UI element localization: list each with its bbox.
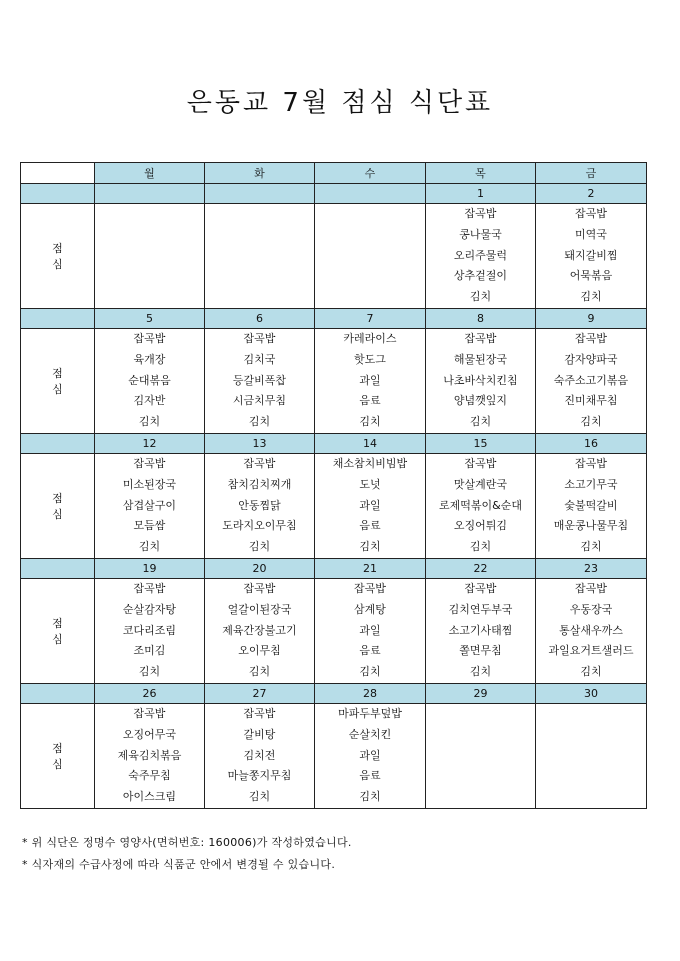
date-cell: 26 (95, 684, 205, 704)
menu-item: 잡곡밥 (243, 707, 276, 720)
date-row-label-cell (21, 684, 95, 704)
menu-item: 제육간장불고기 (222, 623, 297, 637)
weekday-header: 수 (315, 163, 426, 184)
menu-item: 잡곡밥 (575, 582, 607, 595)
menu-item: 나초바삭치킨침 (443, 373, 518, 387)
menu-item: 김치 (248, 415, 271, 429)
menu-item: 통살새우까스 (559, 623, 623, 637)
menu-item: 미역국 (575, 227, 607, 241)
menu-item: 미소된장국 (122, 477, 177, 491)
meal-label: 점 심 (21, 204, 95, 309)
menu-item: 음료 (359, 394, 381, 408)
menu-item: 소고기무국 (564, 477, 618, 491)
date-cell: 19 (95, 559, 205, 579)
menu-item: 쫄면무침 (459, 644, 502, 658)
footnotes (22, 832, 352, 876)
menu-item: 김치 (248, 790, 271, 804)
menu-item: 잡곡밥 (575, 457, 607, 470)
menu-item: 잡곡밥 (575, 332, 607, 345)
menu-item: 김치 (248, 540, 271, 554)
meal-row (21, 329, 647, 434)
menu-item-list (536, 579, 646, 683)
menu-item: 상추겉절이 (453, 269, 508, 283)
menu-item-list (426, 704, 535, 808)
menu-cell (536, 579, 647, 684)
menu-cell (95, 579, 205, 684)
menu-item: 김치 (138, 540, 161, 554)
menu-item-list (315, 204, 425, 308)
menu-item: 육개장 (133, 352, 166, 366)
menu-item: 김치 (469, 415, 492, 429)
menu-item: 삼겹살구이 (122, 498, 177, 512)
menu-item: 아이스크림 (122, 790, 177, 804)
menu-item: 카레라이스 (343, 332, 397, 345)
menu-item: 순대볶음 (128, 373, 171, 387)
menu-item: 순살치킨 (348, 727, 392, 741)
menu-cell (536, 329, 647, 434)
lunch-menu-table (20, 162, 647, 809)
date-cell (205, 184, 315, 204)
menu-cell (426, 454, 536, 559)
menu-item: 잡곡밥 (464, 207, 497, 220)
menu-cell (315, 329, 426, 434)
date-row-label-cell (21, 559, 95, 579)
date-row (21, 559, 647, 579)
menu-item: 김치 (359, 540, 381, 554)
menu-item: 콩나물국 (459, 227, 502, 241)
menu-item: 잡곡밥 (133, 457, 166, 470)
date-cell: 15 (426, 434, 536, 454)
menu-item: 김치 (359, 665, 381, 679)
date-cell: 20 (205, 559, 315, 579)
menu-item: 오징어튀김 (453, 519, 508, 533)
date-row-label-cell (21, 184, 95, 204)
menu-item: 김치 (469, 290, 492, 304)
footnote: * 위 식단은 정명수 영양사(면허번호: 160006)가 작성하였습니다. (22, 836, 352, 849)
menu-item: 잡곡밥 (243, 582, 276, 595)
menu-cell (426, 329, 536, 434)
weekday-header: 화 (205, 163, 315, 184)
menu-item: 김치국 (243, 352, 276, 366)
menu-item-list (315, 579, 425, 683)
menu-item: 김치 (359, 790, 381, 804)
menu-item-list (95, 704, 204, 808)
menu-item: 잡곡밥 (133, 707, 166, 720)
menu-cell (315, 204, 426, 309)
date-row (21, 184, 647, 204)
menu-item: 오리주물럭 (453, 248, 508, 262)
menu-item: 잡곡밥 (133, 582, 166, 595)
menu-item: 도넛 (359, 477, 381, 491)
menu-item-list (426, 454, 535, 558)
menu-cell (205, 329, 315, 434)
menu-item: 시금치무침 (232, 394, 287, 408)
menu-item: 순살감자탕 (122, 602, 177, 616)
menu-item: 잡곡밥 (575, 207, 607, 220)
date-cell: 21 (315, 559, 426, 579)
date-cell (95, 184, 205, 204)
menu-item: 잡곡밥 (464, 332, 497, 345)
menu-item: 숯불떡갈비 (564, 498, 618, 512)
menu-item: 진미채무침 (564, 394, 618, 408)
page-title: 은동교 7월 점심 식단표 (186, 88, 494, 118)
meal-row (21, 204, 647, 309)
meal-label: 점 심 (21, 704, 95, 809)
menu-item: 도라지오이무침 (222, 519, 297, 533)
menu-cell (315, 579, 426, 684)
weekday-header: 목 (426, 163, 536, 184)
menu-cell (315, 454, 426, 559)
menu-item: 마늘쫑지무침 (227, 769, 292, 783)
menu-item: 김치 (580, 290, 602, 304)
menu-item: 김치 (580, 540, 602, 554)
menu-item-list (205, 454, 314, 558)
date-cell: 1 (426, 184, 536, 204)
menu-cell (315, 704, 426, 809)
menu-item-list (426, 579, 535, 683)
menu-cell (426, 579, 536, 684)
meal-row (21, 454, 647, 559)
menu-cell (536, 204, 647, 309)
meal-row (21, 704, 647, 809)
menu-item-list (315, 704, 425, 808)
menu-item: 안동찜닭 (238, 498, 281, 512)
menu-item: 김치 (580, 665, 602, 679)
menu-item: 음료 (359, 519, 381, 533)
menu-item: 제육김치볶음 (117, 748, 182, 762)
menu-cell (205, 704, 315, 809)
menu-cell (95, 329, 205, 434)
menu-item: 양념깻잎지 (453, 394, 508, 408)
menu-item: 과일 (359, 623, 381, 637)
menu-item-list (95, 204, 204, 308)
menu-item: 김치 (580, 415, 602, 429)
menu-item: 음료 (359, 769, 381, 783)
date-cell: 30 (536, 684, 647, 704)
menu-item-list (315, 454, 425, 558)
menu-item: 감자양파국 (564, 352, 618, 366)
menu-item-list (205, 579, 314, 683)
menu-item: 로제떡볶이&순대 (439, 498, 522, 512)
date-cell: 28 (315, 684, 426, 704)
menu-item: 김치 (138, 415, 161, 429)
date-cell: 6 (205, 309, 315, 329)
menu-cell (205, 454, 315, 559)
menu-item-list (426, 329, 535, 433)
menu-item: 삼계탕 (354, 602, 386, 616)
date-cell: 9 (536, 309, 647, 329)
date-row-label-cell (21, 434, 95, 454)
menu-item: 김치연두부국 (448, 602, 513, 616)
meal-label: 점 심 (21, 579, 95, 684)
menu-item-list (536, 704, 646, 808)
date-row (21, 684, 647, 704)
menu-item-list (205, 329, 314, 433)
date-cell: 27 (205, 684, 315, 704)
menu-item: 잡곡밥 (464, 457, 497, 470)
menu-item: 음료 (359, 644, 381, 658)
menu-item: 코다리조림 (122, 623, 177, 637)
menu-item: 어묵볶음 (569, 269, 613, 283)
menu-item: 해물된장국 (453, 352, 508, 366)
menu-item: 숙주무침 (128, 769, 171, 783)
footnote: * 식자재의 수급사정에 따라 식품군 안에서 변경될 수 있습니다. (22, 858, 336, 871)
menu-item: 오징어무국 (122, 727, 177, 741)
menu-cell (95, 704, 205, 809)
menu-item: 김치 (359, 415, 381, 429)
date-row (21, 434, 647, 454)
menu-item: 오이무침 (238, 644, 281, 658)
date-cell: 23 (536, 559, 647, 579)
meal-label: 점 심 (21, 329, 95, 434)
date-row (21, 309, 647, 329)
menu-cell (205, 579, 315, 684)
menu-item-list (95, 329, 204, 433)
date-cell (315, 184, 426, 204)
menu-item: 잡곡밥 (243, 332, 276, 345)
menu-item: 과일 (359, 748, 381, 762)
menu-item-list (536, 329, 646, 433)
header-corner-cell (21, 163, 95, 184)
meal-row (21, 579, 647, 684)
menu-cell (426, 204, 536, 309)
menu-item: 잡곡밥 (464, 582, 497, 595)
menu-item: 과일 (359, 373, 381, 387)
menu-item: 과일 (359, 498, 381, 512)
menu-item: 김치 (138, 665, 161, 679)
date-cell: 29 (426, 684, 536, 704)
menu-item: 김치 (469, 540, 492, 554)
menu-item-list (426, 204, 535, 308)
menu-item: 과일요거트샐러드 (548, 644, 634, 658)
menu-item: 참치김치찌개 (227, 477, 292, 491)
menu-item: 핫도그 (354, 352, 386, 366)
menu-item: 맛살계란국 (453, 477, 508, 491)
date-cell: 22 (426, 559, 536, 579)
menu-item-list (315, 329, 425, 433)
menu-cell (536, 704, 647, 809)
menu-item: 채소참치비빔밥 (332, 457, 408, 470)
menu-cell (536, 454, 647, 559)
weekday-header-row (21, 163, 647, 184)
menu-cell (205, 204, 315, 309)
menu-item: 소고기사태찜 (448, 623, 513, 637)
menu-item: 모듬쌈 (133, 519, 166, 533)
date-cell: 8 (426, 309, 536, 329)
menu-item: 김치 (248, 665, 271, 679)
date-cell: 5 (95, 309, 205, 329)
menu-cell (95, 204, 205, 309)
menu-item: 갈비탕 (243, 727, 276, 741)
menu-cell (426, 704, 536, 809)
menu-item: 매운콩나물무침 (553, 519, 629, 533)
meal-label: 점 심 (21, 454, 95, 559)
menu-item-list (95, 454, 204, 558)
menu-item: 얼갈이된장국 (227, 602, 292, 616)
date-row-label-cell (21, 309, 95, 329)
menu-item: 김치전 (243, 748, 276, 762)
menu-item: 김자반 (133, 394, 166, 408)
menu-cell (95, 454, 205, 559)
weekday-header: 금 (536, 163, 647, 184)
menu-item: 우동장국 (569, 602, 613, 616)
date-cell: 16 (536, 434, 647, 454)
menu-item: 잡곡밥 (133, 332, 166, 345)
menu-item: 돼지갈비찜 (564, 248, 618, 262)
menu-item-list (205, 704, 314, 808)
date-cell: 13 (205, 434, 315, 454)
weekday-header: 월 (95, 163, 205, 184)
menu-item: 잡곡밥 (354, 582, 386, 595)
menu-item: 조미김 (133, 644, 166, 658)
menu-item-list (536, 454, 646, 558)
date-cell: 12 (95, 434, 205, 454)
menu-item: 숙주소고기볶음 (553, 373, 629, 387)
menu-item-list (536, 204, 646, 308)
menu-item: 잡곡밥 (243, 457, 276, 470)
date-cell: 2 (536, 184, 647, 204)
date-cell: 14 (315, 434, 426, 454)
menu-item: 김치 (469, 665, 492, 679)
menu-item: 등갈비폭찹 (232, 373, 287, 387)
menu-item: 마파두부덮밥 (338, 707, 402, 720)
date-cell: 7 (315, 309, 426, 329)
menu-item-list (205, 204, 314, 308)
menu-item-list (95, 579, 204, 683)
